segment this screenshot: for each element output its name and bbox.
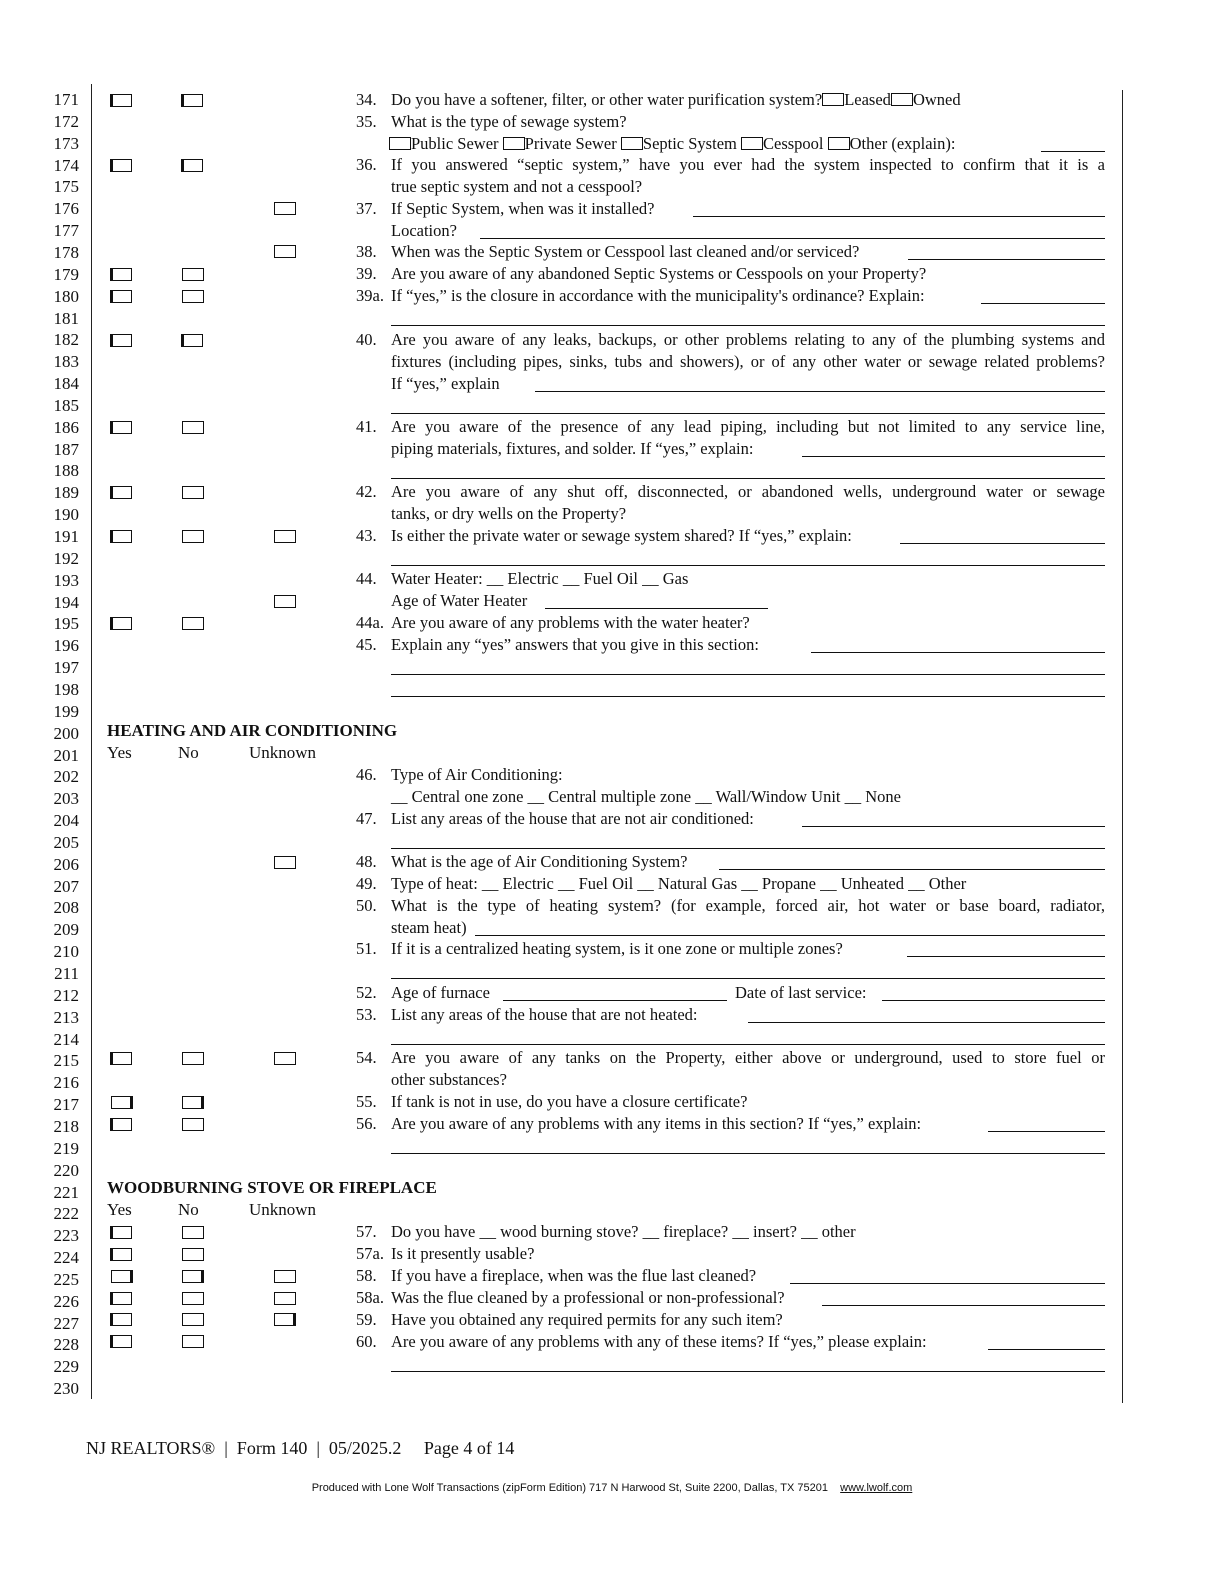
line-number: 203 bbox=[53, 789, 79, 809]
q58a-unknown-checkbox[interactable] bbox=[274, 1292, 296, 1305]
q39a-number: 39a. bbox=[356, 286, 384, 305]
line-number: 213 bbox=[53, 1007, 79, 1027]
q58a-no-checkbox[interactable] bbox=[182, 1292, 204, 1305]
septic-system-checkbox[interactable] bbox=[621, 137, 643, 150]
q58-unknown-checkbox[interactable] bbox=[274, 1270, 296, 1283]
line-number: 219 bbox=[53, 1138, 79, 1158]
q49-text: Type of heat: __ Electric __ Fuel Oil __ Natural Gas __ Propane __ Unheated __ Other bbox=[391, 874, 967, 893]
septic-system-label: Septic System bbox=[642, 134, 737, 153]
q35-number: 35. bbox=[356, 112, 377, 131]
q45-explain-field-line2[interactable] bbox=[391, 674, 1105, 675]
q46-number: 46. bbox=[356, 765, 377, 784]
q52-text: Age of furnace bbox=[391, 983, 490, 1002]
q34-no-checkbox[interactable] bbox=[181, 94, 203, 107]
q52-service-label: Date of last service: bbox=[735, 983, 867, 1002]
q59-text: Have you obtained any required permits for any such item? bbox=[391, 1310, 783, 1329]
q36-text: If you answered “septic system,” have you ever had the system inspected to confirm that it is a bbox=[391, 155, 1105, 174]
q44-unknown-checkbox[interactable] bbox=[274, 595, 296, 608]
line-number: 212 bbox=[53, 985, 79, 1005]
q40-number: 40. bbox=[356, 330, 377, 349]
line-number: 225 bbox=[53, 1269, 79, 1289]
other-explain-checkbox[interactable] bbox=[828, 137, 850, 150]
q44-number: 44. bbox=[356, 569, 377, 588]
q60-number: 60. bbox=[356, 1332, 377, 1351]
q39-yes-checkbox[interactable] bbox=[110, 268, 132, 281]
q47-text: List any areas of the house that are not air conditioned: bbox=[391, 809, 754, 828]
q43-text: Is either the private water or sewage system shared? If “yes,” explain: bbox=[391, 526, 852, 545]
q51-field-line2[interactable] bbox=[391, 978, 1105, 979]
q56-explain-field-line2[interactable] bbox=[391, 1153, 1105, 1154]
line-number: 186 bbox=[53, 417, 79, 437]
line-number: 195 bbox=[53, 614, 79, 634]
q34-text bbox=[391, 89, 961, 111]
line-number: 188 bbox=[53, 461, 79, 481]
line-number: 207 bbox=[53, 876, 79, 896]
q53-number: 53. bbox=[356, 1005, 377, 1024]
q57a-yes-checkbox[interactable] bbox=[110, 1248, 132, 1261]
q52-furnace-age-field[interactable] bbox=[503, 1000, 727, 1001]
line-number: 221 bbox=[53, 1182, 79, 1202]
line-number: 171 bbox=[53, 90, 79, 109]
q59-yes-checkbox[interactable] bbox=[110, 1313, 132, 1326]
q48-number: 48. bbox=[356, 852, 377, 871]
q51-field[interactable] bbox=[907, 956, 1105, 957]
q35-other-field[interactable] bbox=[1041, 151, 1105, 152]
q36-number: 36. bbox=[356, 155, 377, 174]
q45-explain-field-line3[interactable] bbox=[391, 696, 1105, 697]
q40-text: Are you aware of any leaks, backups, or other problems relating to any of the plumbing systems and bbox=[391, 330, 1105, 349]
line-number: 214 bbox=[53, 1029, 79, 1049]
line-number: 193 bbox=[53, 570, 79, 590]
line-number: 184 bbox=[53, 374, 79, 394]
q51-number: 51. bbox=[356, 939, 377, 958]
q51-text: If it is a centralized heating system, is it one zone or multiple zones? bbox=[391, 939, 843, 958]
line-number: 196 bbox=[53, 636, 79, 656]
line-number: 220 bbox=[53, 1160, 79, 1180]
line-number: 181 bbox=[53, 308, 79, 328]
line-number: 216 bbox=[53, 1073, 79, 1093]
heating-section-heading: HEATING AND AIR CONDITIONING bbox=[107, 721, 398, 740]
q41-number: 41. bbox=[356, 417, 377, 436]
q34-owned-checkbox[interactable] bbox=[891, 93, 913, 106]
woodburning-no-column-header: No bbox=[178, 1200, 199, 1219]
q44a-yes-checkbox[interactable] bbox=[110, 617, 132, 630]
q50-text: What is the type of heating system? (for example, forced air, hot water or base board, radiator, bbox=[391, 896, 1105, 915]
q52-number: 52. bbox=[356, 983, 377, 1002]
q55-text: If tank is not in use, do you have a closure certificate? bbox=[391, 1092, 748, 1111]
q34-number: 34. bbox=[356, 90, 377, 109]
q37-location-label: Location? bbox=[391, 221, 457, 240]
q44a-number: 44a. bbox=[356, 613, 384, 632]
q58-text: If you have a fireplace, when was the flue last cleaned? bbox=[391, 1266, 757, 1285]
q55-yes-checkbox[interactable] bbox=[111, 1096, 133, 1109]
q55-no-checkbox[interactable] bbox=[182, 1096, 204, 1109]
q57a-no-checkbox[interactable] bbox=[182, 1248, 204, 1261]
other-explain-label: Other (explain): bbox=[849, 134, 956, 153]
line-number: 229 bbox=[53, 1357, 79, 1377]
q35-options bbox=[389, 133, 955, 155]
q60-no-checkbox[interactable] bbox=[182, 1335, 204, 1348]
q43-yes-checkbox[interactable] bbox=[110, 530, 132, 543]
q45-text: Explain any “yes” answers that you give in this section: bbox=[391, 635, 759, 654]
line-number: 209 bbox=[53, 920, 79, 940]
line-number: 180 bbox=[53, 286, 79, 306]
q40-no-checkbox[interactable] bbox=[181, 334, 203, 347]
cesspool-checkbox[interactable] bbox=[741, 137, 763, 150]
q54-number: 54. bbox=[356, 1048, 377, 1067]
line-number: 197 bbox=[53, 658, 79, 678]
q37-number: 37. bbox=[356, 199, 377, 218]
q34-leased-checkbox[interactable] bbox=[822, 93, 844, 106]
q37-unknown-checkbox[interactable] bbox=[274, 202, 296, 215]
line-number: 183 bbox=[53, 352, 79, 372]
producer-footer bbox=[0, 1482, 1224, 1494]
q54-unknown-checkbox[interactable] bbox=[274, 1052, 296, 1065]
line-number: 223 bbox=[53, 1226, 79, 1246]
q37-installed-field[interactable] bbox=[693, 216, 1105, 217]
q42-no-checkbox[interactable] bbox=[182, 486, 204, 499]
heating-no-column-header: No bbox=[178, 743, 199, 762]
line-number: 199 bbox=[53, 701, 79, 721]
q56-text: Are you aware of any problems with any items in this section? If “yes,” explain: bbox=[391, 1114, 922, 1133]
line-number: 208 bbox=[53, 898, 79, 918]
line-number: 215 bbox=[53, 1051, 79, 1071]
q54-text: Are you aware of any tanks on the Property, either above or underground, used to store fuel or bbox=[391, 1048, 1105, 1067]
q44a-text: Are you aware of any problems with the water heater? bbox=[391, 613, 750, 632]
private-sewer-checkbox[interactable] bbox=[503, 137, 525, 150]
line-number: 200 bbox=[53, 723, 79, 743]
q59-number: 59. bbox=[356, 1310, 377, 1329]
line-number: 230 bbox=[53, 1379, 79, 1399]
q44-text: Water Heater: __ Electric __ Fuel Oil __ Gas bbox=[391, 569, 689, 588]
q41-explain-field-line2[interactable] bbox=[391, 478, 1105, 479]
q41-no-checkbox[interactable] bbox=[182, 421, 204, 434]
q40-text-line2: fixtures (including pipes, sinks, tubs and showers), or of any other water or sewage related problems? bbox=[391, 352, 1105, 371]
q54-yes-checkbox[interactable] bbox=[110, 1052, 132, 1065]
q41-text-line2: piping materials, fixtures, and solder. If “yes,” explain: bbox=[391, 439, 754, 458]
q48-text: What is the age of Air Conditioning System? bbox=[391, 852, 688, 871]
q56-no-checkbox[interactable] bbox=[182, 1118, 204, 1131]
q45-explain-field[interactable] bbox=[811, 652, 1105, 653]
cesspool-label: Cesspool bbox=[762, 134, 824, 153]
q44-age-label: Age of Water Heater bbox=[391, 591, 528, 610]
heating-unknown-column-header: Unknown bbox=[249, 743, 317, 762]
q53-field[interactable] bbox=[748, 1022, 1105, 1023]
q41-yes-checkbox[interactable] bbox=[110, 421, 132, 434]
q39a-field-line2[interactable] bbox=[391, 325, 1105, 326]
q42-yes-checkbox[interactable] bbox=[110, 486, 132, 499]
q57a-number: 57a. bbox=[356, 1244, 384, 1263]
q60-explain-field-line2[interactable] bbox=[391, 1371, 1105, 1372]
q58a-text: Was the flue cleaned by a professional or non-professional? bbox=[391, 1288, 785, 1307]
line-number: 227 bbox=[53, 1313, 79, 1333]
line-number: 175 bbox=[53, 177, 79, 197]
q57a-text: Is it presently usable? bbox=[391, 1244, 535, 1263]
q39-no-checkbox[interactable] bbox=[182, 268, 204, 281]
q54-text-line2: other substances? bbox=[391, 1070, 507, 1089]
q41-text: Are you aware of the presence of any lead piping, including but not limited to any service line, bbox=[391, 417, 1105, 436]
q60-yes-checkbox[interactable] bbox=[110, 1335, 132, 1348]
q53-text: List any areas of the house that are not heated: bbox=[391, 1005, 698, 1024]
line-number: 224 bbox=[53, 1248, 79, 1268]
q36-text-line2: true septic system and not a cesspool? bbox=[391, 177, 643, 196]
q40-yes-checkbox[interactable] bbox=[110, 334, 132, 347]
line-number: 218 bbox=[53, 1116, 79, 1136]
q46-options: __ Central one zone __ Central multiple zone __ Wall/Window Unit __ None bbox=[391, 787, 902, 806]
line-number: 226 bbox=[53, 1291, 79, 1311]
line-number: 173 bbox=[53, 133, 79, 153]
q42-text-line2: tanks, or dry wells on the Property? bbox=[391, 504, 627, 523]
q36-yes-checkbox[interactable] bbox=[110, 159, 132, 172]
line-number: 185 bbox=[53, 395, 79, 415]
q40-text-line3: If “yes,” explain bbox=[391, 374, 500, 393]
q54-no-checkbox[interactable] bbox=[182, 1052, 204, 1065]
q39a-text: If “yes,” is the closure in accordance with the municipality's ordinance? Explain: bbox=[391, 286, 925, 305]
left-margin-rule bbox=[91, 84, 92, 1399]
line-number: 205 bbox=[53, 832, 79, 852]
q42-text: Are you aware of any shut off, disconnected, or abandoned wells, underground water or sewage bbox=[391, 482, 1105, 501]
line-number: 190 bbox=[53, 505, 79, 525]
q56-number: 56. bbox=[356, 1114, 377, 1133]
q39-number: 39. bbox=[356, 264, 377, 283]
woodburning-unknown-column-header: Unknown bbox=[249, 1200, 317, 1219]
q37-text: If Septic System, when was it installed? bbox=[391, 199, 655, 218]
producer-text: Produced with Lone Wolf Transactions (zipForm Edition) 717 N Harwood St, Suite 2200, Dallas, TX 75201 bbox=[311, 1482, 828, 1494]
q43-explain-field[interactable] bbox=[900, 543, 1105, 544]
line-number: 201 bbox=[53, 745, 79, 765]
q58-field[interactable] bbox=[790, 1283, 1105, 1284]
q47-field-line2[interactable] bbox=[391, 848, 1105, 849]
q38-unknown-checkbox[interactable] bbox=[274, 245, 296, 258]
right-margin-rule bbox=[1122, 90, 1123, 1403]
form-footer: NJ REALTORS® | Form 140 | 05/2025.2 Page 4 of 14 bbox=[86, 1438, 515, 1458]
q59-no-checkbox[interactable] bbox=[182, 1313, 204, 1326]
q39a-yes-checkbox[interactable] bbox=[110, 290, 132, 303]
line-number: 211 bbox=[54, 964, 79, 983]
line-number: 189 bbox=[53, 483, 79, 503]
q57-number: 57. bbox=[356, 1222, 377, 1241]
q60-explain-field[interactable] bbox=[988, 1349, 1105, 1350]
heating-yes-column-header: Yes bbox=[107, 743, 132, 762]
woodburning-yes-column-header: Yes bbox=[107, 1200, 132, 1219]
q49-number: 49. bbox=[356, 874, 377, 893]
q43-number: 43. bbox=[356, 526, 377, 545]
line-number: 194 bbox=[53, 592, 79, 612]
woodburning-section-heading: WOODBURNING STOVE OR FIREPLACE bbox=[107, 1178, 437, 1197]
q43-no-checkbox[interactable] bbox=[182, 530, 204, 543]
line-number: 198 bbox=[53, 679, 79, 699]
q38-text: When was the Septic System or Cesspool last cleaned and/or serviced? bbox=[391, 242, 860, 261]
q45-number: 45. bbox=[356, 635, 377, 654]
q56-yes-checkbox[interactable] bbox=[110, 1118, 132, 1131]
line-number: 210 bbox=[53, 942, 79, 962]
q58-no-checkbox[interactable] bbox=[182, 1270, 204, 1283]
q39a-no-checkbox[interactable] bbox=[182, 290, 204, 303]
q56-explain-field[interactable] bbox=[988, 1131, 1105, 1132]
line-number: 222 bbox=[53, 1204, 79, 1224]
q44-age-field[interactable] bbox=[545, 608, 768, 609]
q48-field[interactable] bbox=[719, 869, 1105, 870]
q58a-field[interactable] bbox=[822, 1305, 1105, 1306]
q34-leased-label: Leased bbox=[844, 90, 891, 109]
q42-number: 42. bbox=[356, 482, 377, 501]
q40-explain-field[interactable] bbox=[535, 391, 1105, 392]
q50-field[interactable] bbox=[475, 935, 1105, 936]
q58a-yes-checkbox[interactable] bbox=[110, 1292, 132, 1305]
q37-location-field[interactable] bbox=[480, 238, 1105, 239]
line-number: 204 bbox=[53, 811, 79, 831]
q43-explain-field-line2[interactable] bbox=[391, 565, 1105, 566]
producer-link[interactable]: www.lwolf.com bbox=[840, 1482, 913, 1494]
q50-number: 50. bbox=[356, 896, 377, 915]
q48-unknown-checkbox[interactable] bbox=[274, 856, 296, 869]
q47-number: 47. bbox=[356, 809, 377, 828]
public-sewer-checkbox[interactable] bbox=[389, 137, 411, 150]
line-number: 177 bbox=[53, 221, 79, 241]
line-number: 202 bbox=[53, 767, 79, 787]
q38-number: 38. bbox=[356, 242, 377, 261]
q58a-number: 58a. bbox=[356, 1288, 384, 1307]
q58-yes-checkbox[interactable] bbox=[111, 1270, 133, 1283]
q60-text: Are you aware of any problems with any of these items? If “yes,” please explain: bbox=[391, 1332, 927, 1351]
q39-text: Are you aware of any abandoned Septic Systems or Cesspools on your Property? bbox=[391, 264, 927, 283]
q41-explain-field[interactable] bbox=[802, 456, 1105, 457]
line-number: 192 bbox=[53, 548, 79, 568]
q44a-no-checkbox[interactable] bbox=[182, 617, 204, 630]
q52-service-date-field[interactable] bbox=[882, 1000, 1105, 1001]
line-number: 176 bbox=[53, 199, 79, 219]
q34-owned-label: Owned bbox=[912, 90, 961, 109]
q50-text-line2: steam heat) bbox=[391, 918, 467, 937]
q55-number: 55. bbox=[356, 1092, 377, 1111]
q34-question: Do you have a softener, filter, or other water purification system? bbox=[391, 90, 823, 109]
line-number: 179 bbox=[53, 264, 79, 284]
line-number: 206 bbox=[53, 854, 79, 874]
q57-no-checkbox[interactable] bbox=[182, 1226, 204, 1239]
q58-number: 58. bbox=[356, 1266, 377, 1285]
q57-text: Do you have __ wood burning stove? __ fireplace? __ insert? __ other bbox=[391, 1222, 856, 1241]
line-number: 228 bbox=[53, 1335, 79, 1355]
q35-text: What is the type of sewage system? bbox=[391, 112, 627, 131]
q34-yes-checkbox[interactable] bbox=[110, 94, 132, 107]
line-number: 182 bbox=[53, 330, 79, 350]
q38-field[interactable] bbox=[908, 259, 1105, 260]
private-sewer-label: Private Sewer bbox=[524, 134, 617, 153]
line-number: 187 bbox=[53, 439, 79, 459]
public-sewer-label: Public Sewer bbox=[411, 134, 499, 153]
q57-yes-checkbox[interactable] bbox=[110, 1226, 132, 1239]
line-number: 217 bbox=[53, 1095, 79, 1115]
line-number: 174 bbox=[53, 155, 79, 175]
line-number: 191 bbox=[53, 527, 79, 546]
q53-field-line2[interactable] bbox=[391, 1044, 1105, 1045]
q43-unknown-checkbox[interactable] bbox=[274, 530, 296, 543]
line-number: 172 bbox=[53, 111, 79, 131]
q40-explain-field-line2[interactable] bbox=[391, 413, 1105, 414]
q46-text: Type of Air Conditioning: bbox=[391, 765, 563, 784]
q39a-field[interactable] bbox=[981, 303, 1105, 304]
q47-field[interactable] bbox=[802, 826, 1105, 827]
q36-no-checkbox[interactable] bbox=[181, 159, 203, 172]
line-number: 178 bbox=[53, 242, 79, 262]
q59-unknown-checkbox[interactable] bbox=[274, 1313, 296, 1326]
